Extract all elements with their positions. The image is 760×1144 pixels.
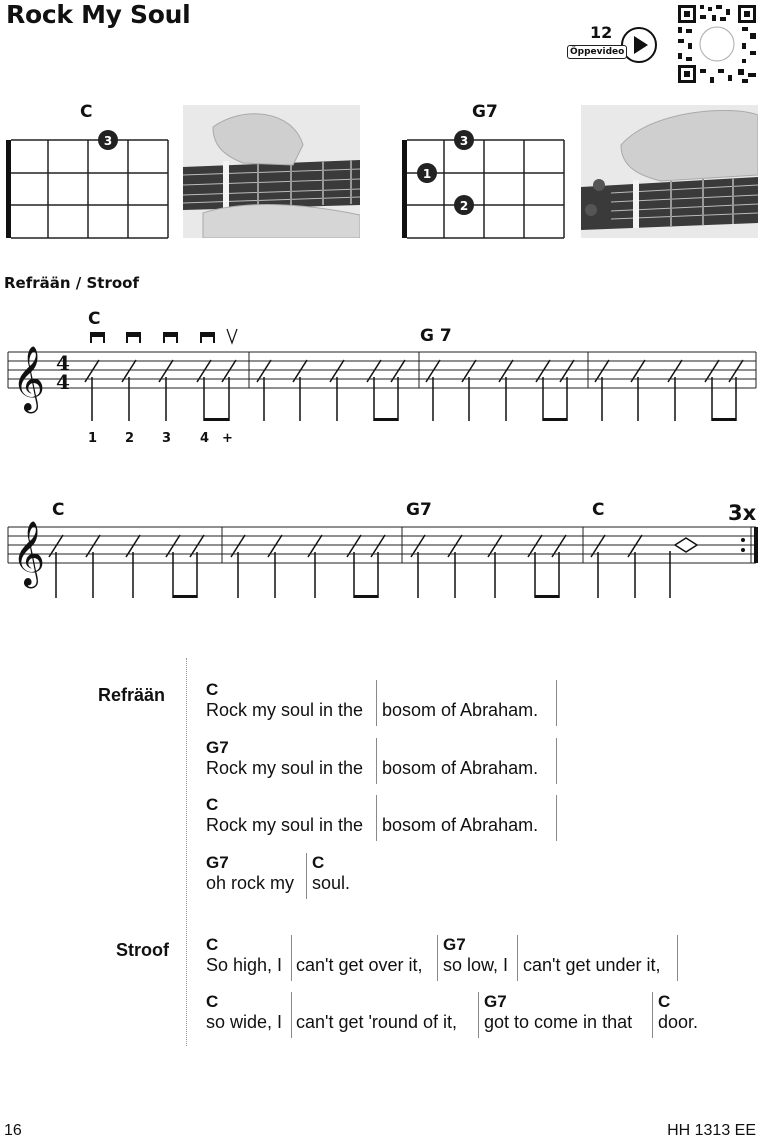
qr-code-icon[interactable] — [676, 3, 758, 85]
chord-diagram-g7 — [400, 128, 570, 242]
lyric-text: got to come in that — [484, 1012, 633, 1032]
treble-clef-icon: 𝄞 — [12, 346, 46, 411]
verse-label: Stroof — [116, 940, 169, 960]
lyric-chord: C — [312, 853, 325, 872]
lyric-text: so wide, I — [206, 1012, 283, 1032]
lyrics-divider — [186, 658, 187, 1046]
lyric-text: so low, I — [443, 955, 509, 975]
lyric-text: Rock my soul in the — [206, 758, 364, 778]
lyric-text: Rock my soul in the — [206, 700, 364, 720]
chord-diagram-c — [4, 128, 174, 242]
hand-photo-c — [183, 105, 360, 238]
rhythm-staff-2 — [0, 510, 760, 605]
lyric-text: soul. — [312, 873, 351, 893]
lyric-text: bosom of Abraham. — [382, 815, 539, 835]
chord-diagram-name: G7 — [472, 102, 498, 122]
chord-diagram-name: C — [80, 102, 93, 122]
lyric-text: can't get over it, — [296, 955, 423, 975]
lyric-chord — [296, 992, 457, 1012]
lyric-text: can't get 'round of it, — [296, 1012, 457, 1032]
lyric-text: Rock my soul in the — [206, 815, 364, 835]
lyric-text: So high, I — [206, 955, 283, 975]
video-number: 12 — [590, 23, 613, 42]
lyric-chord: G7 — [443, 935, 466, 954]
lyric-text: oh rock my — [206, 873, 295, 893]
finger-number: 3 — [103, 134, 113, 148]
beat-count: 2 — [125, 431, 135, 446]
repeat-count: 3x — [728, 501, 757, 525]
lyric-chord: C — [206, 680, 219, 699]
lyric-chord — [382, 738, 538, 758]
lyric-text: bosom of Abraham. — [382, 758, 539, 778]
lyric-text: bosom of Abraham. — [382, 700, 539, 720]
staff-chord: C — [592, 500, 605, 520]
beat-count: 3 — [162, 431, 172, 446]
lyric-chord: G7 — [206, 738, 229, 757]
song-title: Rock My Soul — [6, 0, 191, 29]
lyric-chord: C — [206, 992, 219, 1011]
lyric-chord: G7 — [484, 992, 507, 1011]
lyric-text: can't get under it, — [523, 955, 661, 975]
beat-count: 1 — [88, 431, 98, 446]
svg-text:1: 1 — [422, 167, 432, 181]
staff-chord: C — [52, 500, 65, 520]
svg-text:4: 4 — [56, 370, 70, 394]
rhythm-staff-1 — [0, 325, 760, 425]
page-number: 16 — [4, 1122, 22, 1139]
lyric-chord: C — [206, 935, 219, 954]
treble-clef-icon: 𝄞 — [12, 521, 46, 586]
staff-chord: G 7 — [420, 326, 452, 346]
staff-chord: C — [88, 309, 101, 329]
svg-text:3: 3 — [459, 134, 469, 148]
lyric-chord: G7 — [206, 853, 229, 872]
video-label: Öppevideo — [567, 45, 627, 59]
refrain-label: Refrään — [98, 685, 166, 705]
lyric-chord — [382, 680, 538, 700]
lyric-chord — [296, 935, 423, 955]
svg-text:2: 2 — [459, 199, 469, 213]
svg-text:4: 4 — [56, 351, 70, 375]
catalog-code: HH 1313 EE — [667, 1122, 756, 1139]
staff-chord: G7 — [406, 500, 432, 520]
section-heading: Refrään / Stroof — [4, 274, 139, 292]
lyric-chord — [523, 935, 661, 955]
lyric-text: door. — [658, 1012, 699, 1032]
beat-count: 4 — [200, 431, 210, 446]
lyric-chord: C — [658, 992, 671, 1011]
hand-photo-g7 — [581, 105, 758, 238]
lyric-chord: C — [206, 795, 219, 814]
beat-count: + — [222, 431, 233, 446]
lyric-chord — [382, 795, 538, 815]
